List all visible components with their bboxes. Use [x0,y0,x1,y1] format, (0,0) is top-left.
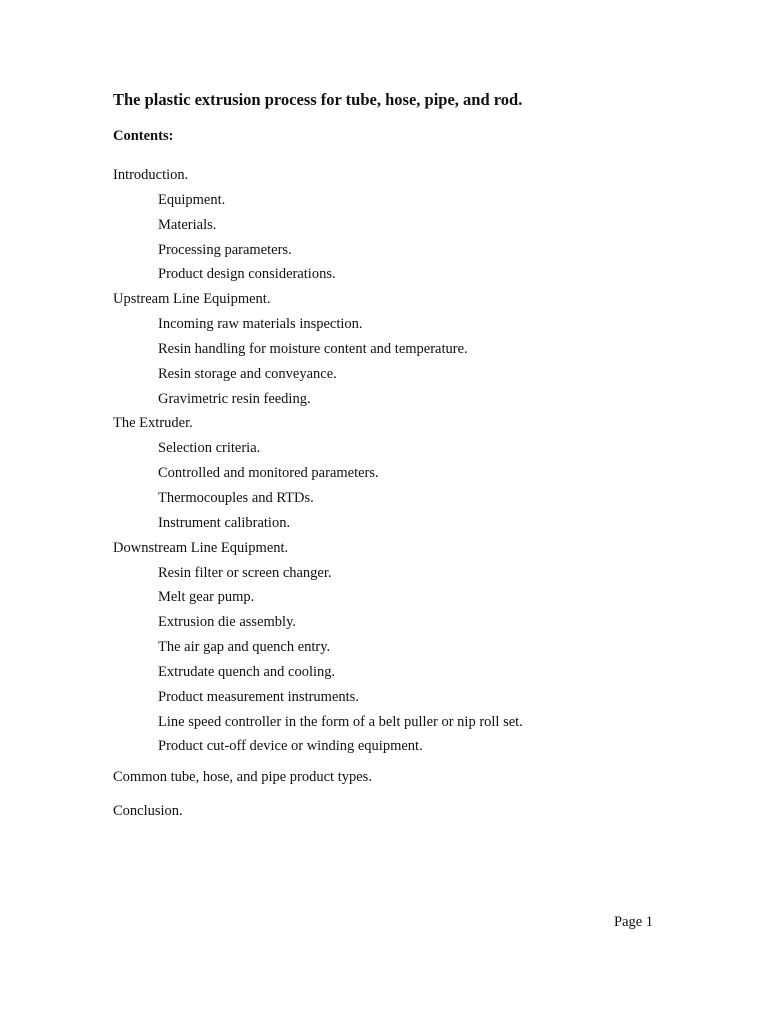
document-title: The plastic extrusion process for tube, hose, pipe, and rod. [113,90,523,109]
toc-entry-conclusion: Conclusion. [113,803,183,819]
toc-subsection: Line speed controller in the form of a belt puller or nip roll set. [158,713,523,730]
toc-subsection: Gravimetric resin feeding. [158,390,311,407]
toc-subsection: Resin storage and conveyance. [158,365,337,382]
toc-section: Upstream Line Equipment. [113,291,271,308]
toc-subsection: Product measurement instruments. [158,688,359,705]
toc-subsection: Product design considerations. [158,266,336,283]
toc-subsection: Selection criteria. [158,440,261,457]
toc-section: The Extruder. [113,415,193,432]
table-of-contents [113,163,673,759]
toc-subsection: Instrument calibration. [158,514,291,531]
toc-subsection: Extrudate quench and cooling. [158,663,336,680]
toc-subsection: Product cut-off device or winding equipment. [158,738,423,755]
toc-subsection: Processing parameters. [158,241,292,258]
toc-section: Downstream Line Equipment. [113,539,289,556]
toc-subsection: Thermocouples and RTDs. [158,489,314,506]
toc-subsection: Extrusion die assembly. [158,614,296,631]
toc-subsection: Equipment. [158,191,226,208]
toc-entry-product-types: Common tube, hose, and pipe product types. [113,769,372,785]
toc-subsection: Incoming raw materials inspection. [158,316,363,333]
toc-subsection: The air gap and quench entry. [158,639,331,656]
toc-subsection: Resin handling for moisture content and temperature. [158,340,468,357]
toc-subsection: Melt gear pump. [158,589,255,606]
contents-heading: Contents: [113,128,174,144]
page-number: Page 1 [614,914,654,930]
toc-subsection: Materials. [158,216,217,233]
toc-subsection: Controlled and monitored parameters. [158,465,379,482]
toc-section: Introduction. [113,167,189,183]
toc-subsection: Resin filter or screen changer. [158,564,332,581]
